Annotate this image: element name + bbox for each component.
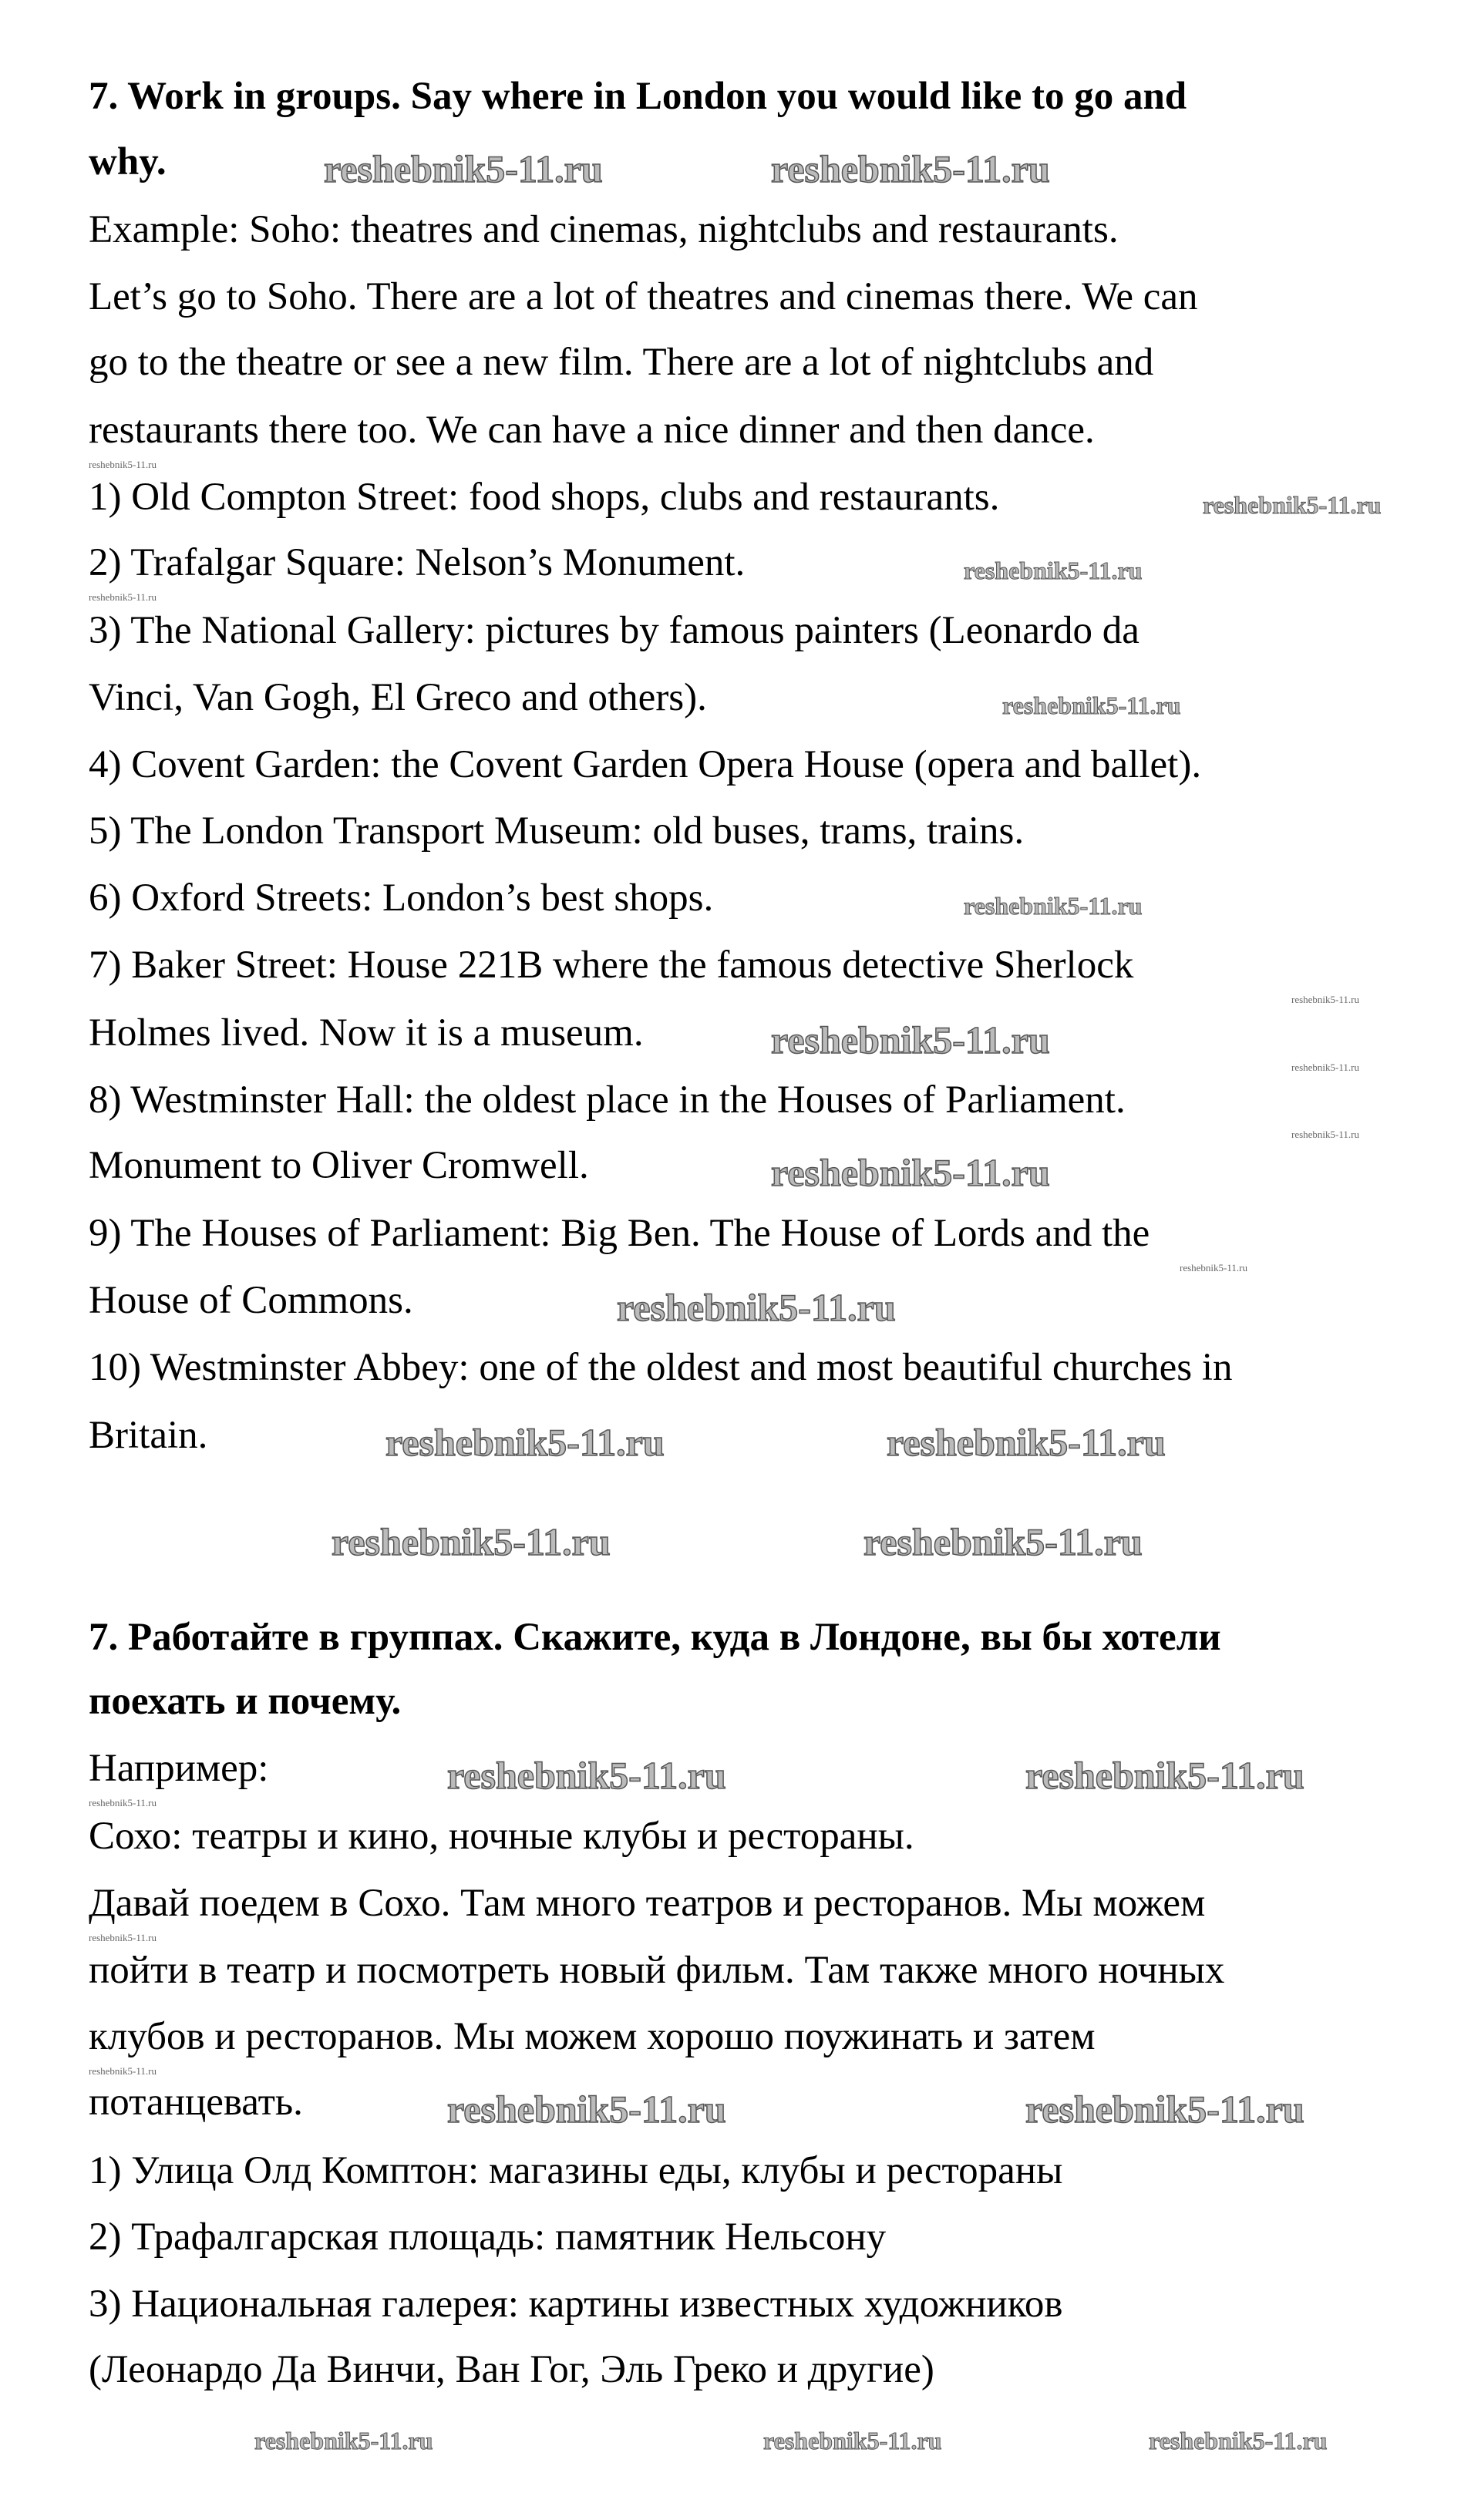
watermark: reshebnik5-11.ru bbox=[1149, 2427, 1328, 2454]
text-line-ru: Давай поедем в Сохо. Там много театров и ресторанов. Мы можем bbox=[89, 1882, 1206, 1925]
text-line-en: 6) Oxford Streets: London’s best shops. bbox=[89, 876, 714, 920]
watermark: reshebnik5-11.ru bbox=[771, 147, 1050, 190]
watermark: reshebnik5-11.ru bbox=[1180, 1262, 1247, 1273]
watermark: reshebnik5-11.ru bbox=[324, 147, 603, 190]
exercise-heading-en: 7. Work in groups. Say where in London you would like to go and bbox=[89, 75, 1187, 118]
watermark: reshebnik5-11.ru bbox=[447, 1754, 726, 1797]
watermark: reshebnik5-11.ru bbox=[89, 459, 157, 470]
exercise-heading-ru: 7. Работайте в группах. Скажите, куда в Лондоне, вы бы хотели bbox=[89, 1616, 1221, 1659]
text-line-en: Holmes lived. Now it is a museum. bbox=[89, 1011, 644, 1055]
text-line-en: 9) The Houses of Parliament: Big Ben. The House of Lords and the bbox=[89, 1212, 1150, 1255]
watermark: reshebnik5-11.ru bbox=[89, 1932, 157, 1943]
exercise-heading-en: why. bbox=[89, 140, 167, 183]
watermark: reshebnik5-11.ru bbox=[863, 1520, 1143, 1563]
watermark: reshebnik5-11.ru bbox=[771, 1018, 1050, 1061]
exercise-heading-ru: поехать и почему. bbox=[89, 1680, 402, 1723]
text-line-en: 1) Old Compton Street: food shops, clubs and restaurants. bbox=[89, 476, 1000, 519]
text-line-en: 7) Baker Street: House 221B where the famous detective Sherlock bbox=[89, 944, 1134, 987]
text-line-en: 10) Westminster Abbey: one of the oldest and most beautiful churches in bbox=[89, 1346, 1233, 1389]
watermark: reshebnik5-11.ru bbox=[1203, 491, 1382, 519]
text-line-en: Monument to Oliver Cromwell. bbox=[89, 1144, 589, 1187]
watermark: reshebnik5-11.ru bbox=[1291, 1129, 1359, 1140]
watermark: reshebnik5-11.ru bbox=[964, 892, 1143, 920]
text-line-en: Vinci, Van Gogh, El Greco and others). bbox=[89, 676, 707, 719]
text-line-en: Let’s go to Soho. There are a lot of theatres and cinemas there. We can bbox=[89, 275, 1198, 318]
watermark: reshebnik5-11.ru bbox=[332, 1520, 611, 1563]
watermark: reshebnik5-11.ru bbox=[1025, 2088, 1304, 2131]
watermark: reshebnik5-11.ru bbox=[385, 1421, 665, 1464]
text-line-ru: клубов и ресторанов. Мы можем хорошо поужинать и затем bbox=[89, 2015, 1096, 2058]
text-line-ru: потанцевать. bbox=[89, 2081, 303, 2124]
text-line-en: 8) Westminster Hall: the oldest place in the Houses of Parliament. bbox=[89, 1078, 1126, 1122]
text-line-en: 2) Trafalgar Square: Nelson’s Monument. bbox=[89, 541, 746, 584]
text-line-ru: 1) Улица Олд Комптон: магазины еды, клубы и рестораны bbox=[89, 2149, 1063, 2192]
text-line-en: 4) Covent Garden: the Covent Garden Opera House (opera and ballet). bbox=[89, 743, 1202, 786]
text-line-en: Britain. bbox=[89, 1414, 208, 1457]
text-line-ru: 2) Трафалгарская площадь: памятник Нельсону bbox=[89, 2216, 887, 2259]
watermark: reshebnik5-11.ru bbox=[89, 1797, 157, 1808]
watermark: reshebnik5-11.ru bbox=[254, 2427, 433, 2454]
watermark: reshebnik5-11.ru bbox=[964, 557, 1143, 584]
watermark: reshebnik5-11.ru bbox=[887, 1421, 1166, 1464]
text-line-en: House of Commons. bbox=[89, 1279, 413, 1322]
watermark: reshebnik5-11.ru bbox=[89, 2065, 157, 2077]
text-line-en: 3) The National Gallery: pictures by famous painters (Leonardo da bbox=[89, 609, 1140, 652]
text-line-ru: 3) Национальная галерея: картины известных художников bbox=[89, 2283, 1063, 2326]
watermark: reshebnik5-11.ru bbox=[1025, 1754, 1304, 1797]
watermark: reshebnik5-11.ru bbox=[763, 2427, 942, 2454]
watermark: reshebnik5-11.ru bbox=[1291, 1061, 1359, 1073]
watermark: reshebnik5-11.ru bbox=[1002, 691, 1181, 719]
text-line-en: restaurants there too. We can have a nice dinner and then dance. bbox=[89, 409, 1095, 452]
text-line-ru: (Леонардо Да Винчи, Ван Гог, Эль Греко и другие) bbox=[89, 2348, 934, 2391]
text-line-en: 5) The London Transport Museum: old buses, trams, trains. bbox=[89, 809, 1025, 853]
text-line-ru: Сохо: театры и кино, ночные клубы и рестораны. bbox=[89, 1815, 914, 1858]
watermark: reshebnik5-11.ru bbox=[617, 1286, 896, 1329]
text-line-ru: Например: bbox=[89, 1747, 269, 1790]
text-line-en: Example: Soho: theatres and cinemas, nightclubs and restaurants. bbox=[89, 208, 1119, 251]
watermark: reshebnik5-11.ru bbox=[771, 1151, 1050, 1194]
watermark: reshebnik5-11.ru bbox=[447, 2088, 726, 2131]
watermark: reshebnik5-11.ru bbox=[1291, 994, 1359, 1005]
text-line-ru: пойти в театр и посмотреть новый фильм. Там также много ночных bbox=[89, 1949, 1225, 1992]
watermark: reshebnik5-11.ru bbox=[89, 591, 157, 603]
text-line-en: go to the theatre or see a new film. There are a lot of nightclubs and bbox=[89, 341, 1154, 384]
